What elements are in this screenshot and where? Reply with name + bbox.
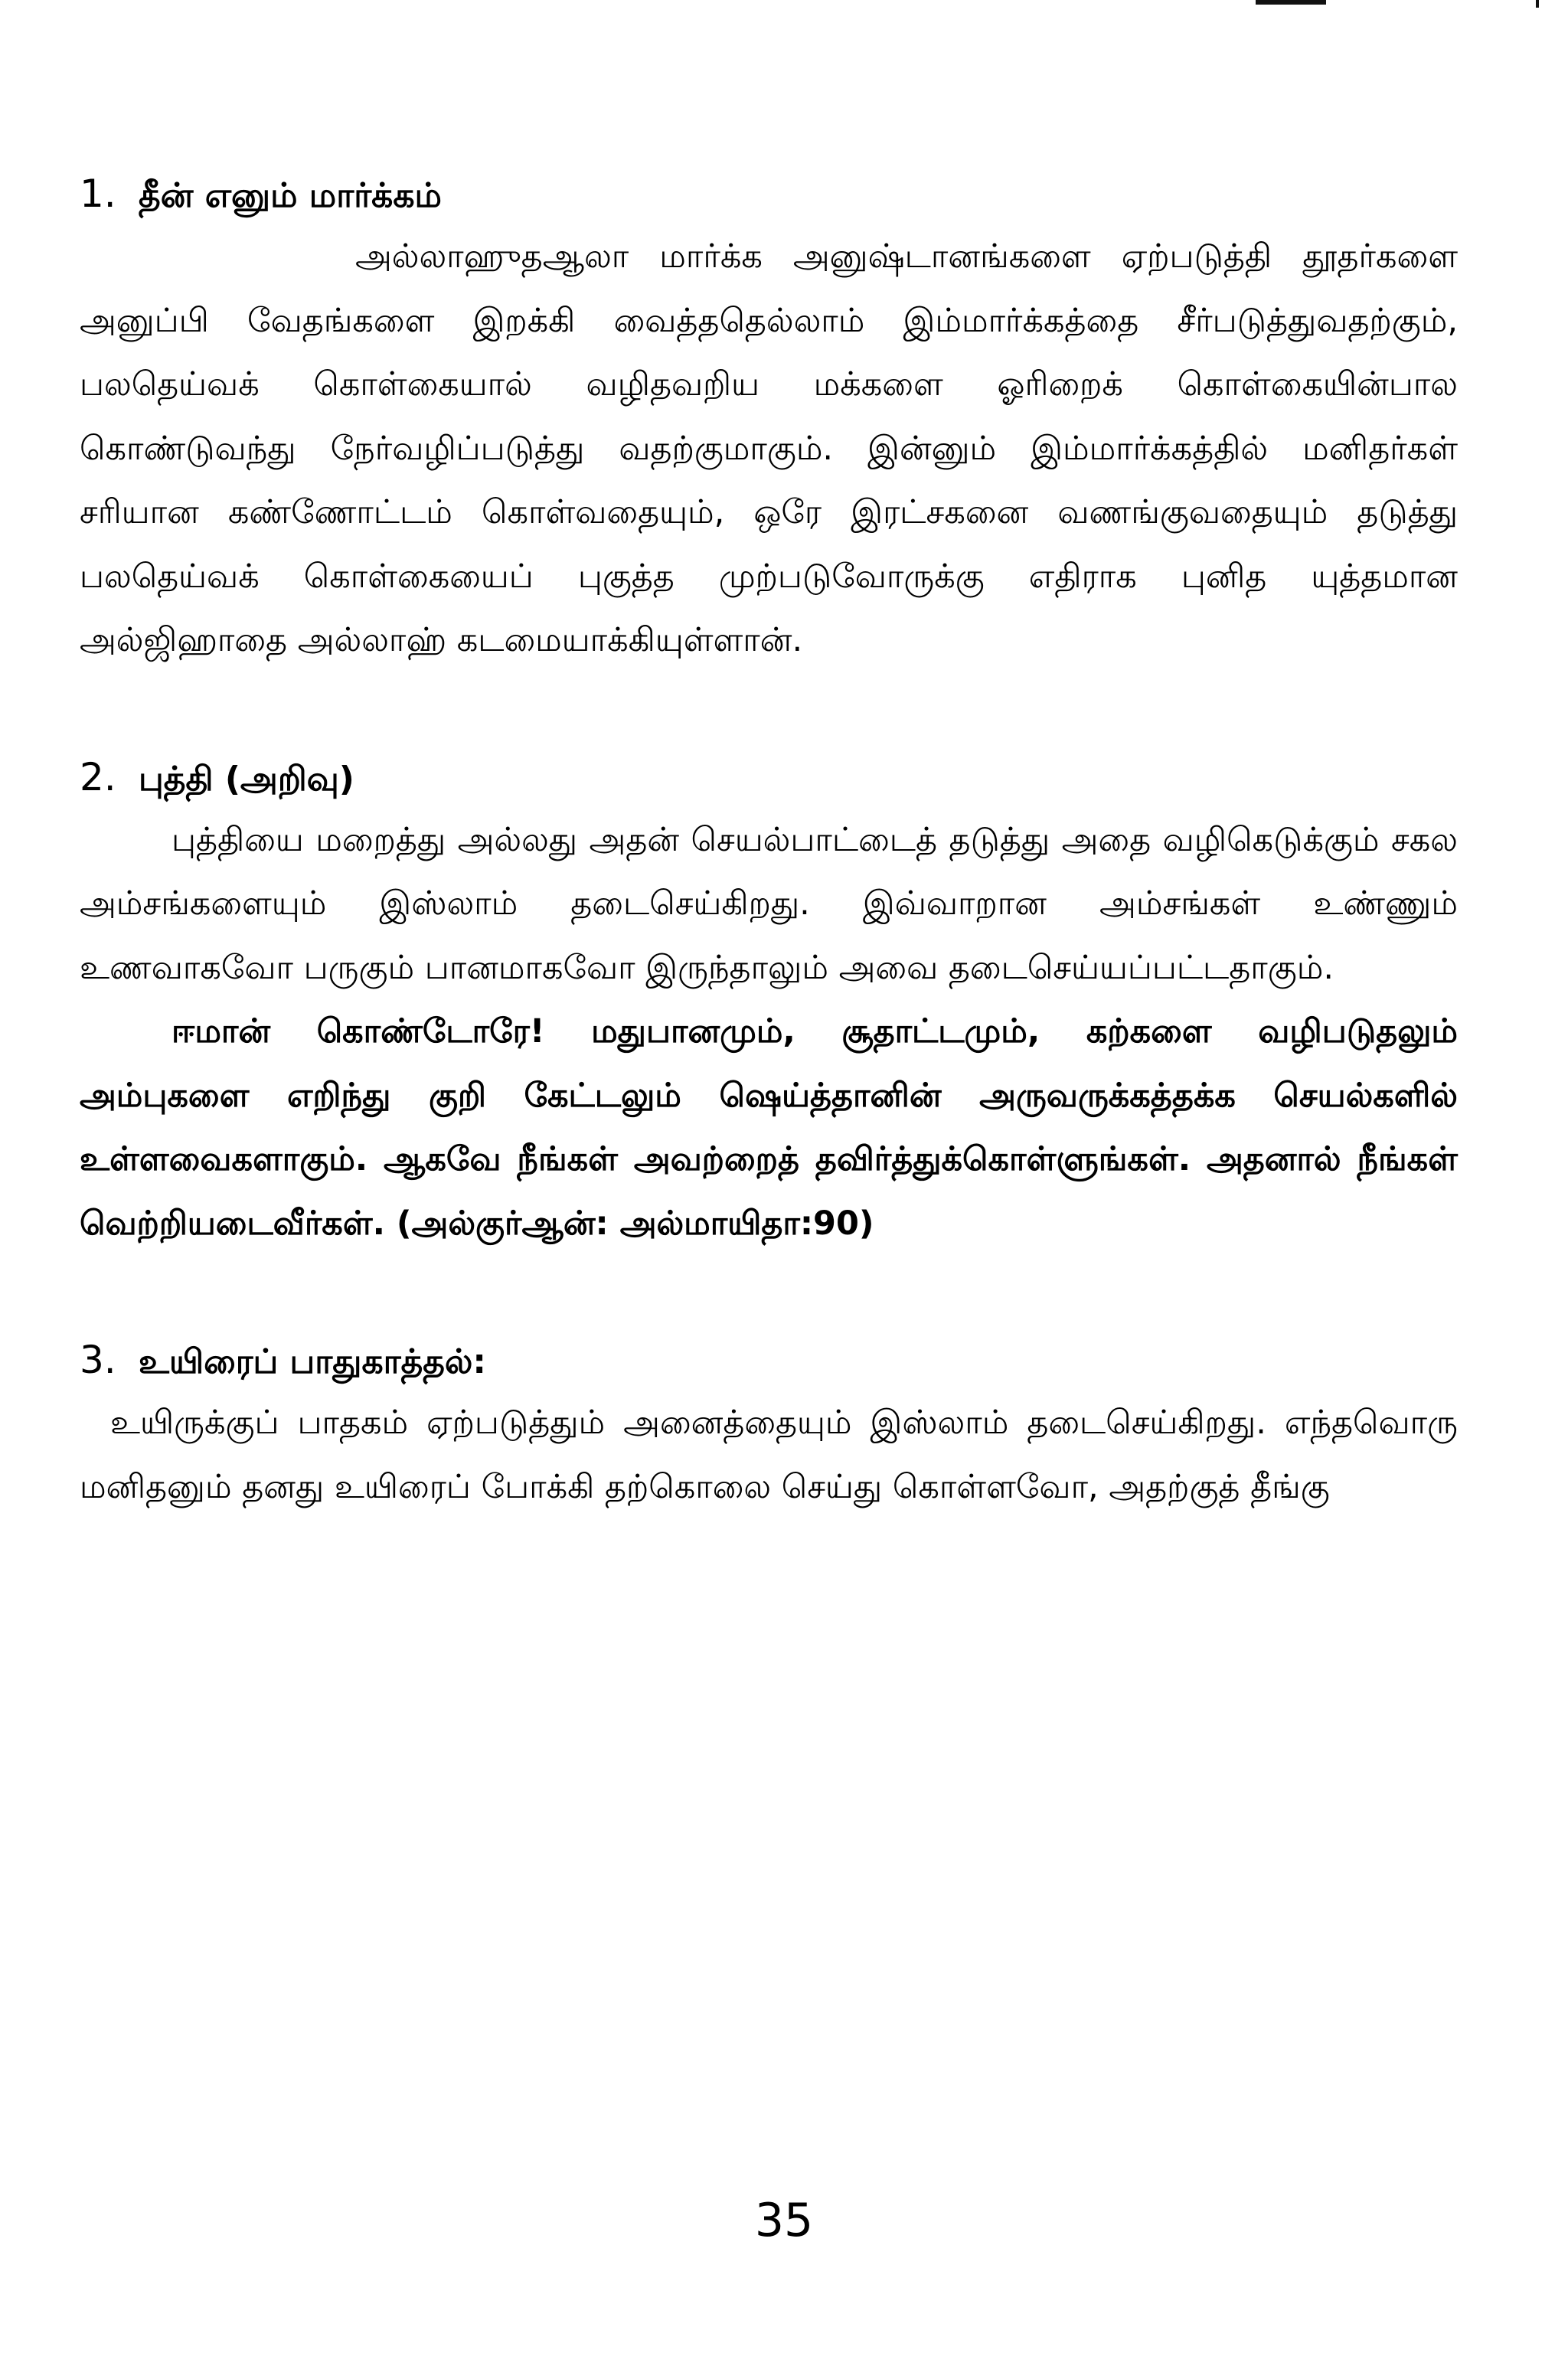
section-title: புத்தி (அறிவு) <box>139 759 354 799</box>
section-heading <box>80 165 1458 225</box>
section-number: 1. <box>80 172 116 216</box>
section-heading <box>80 748 1458 809</box>
section-paragraph: அல்லாஹுதஆலா மார்க்க அனுஷ்டானங்களை ஏற்படுத்தி தூதர்களை அனுப்பி வேதங்களை இறக்கி வைத்ததெல்லாம் இம்மார்க்கத்தை சீர்படுத்துவதற்கும், பலதெய்வக் கொள்கையால் வழிதவறிய மக்களை ஓரிறைக் கொள்கையின்பால கொண்டுவந்து நேர்வழிப்படுத்து வதற்குமாகும். இன்னும் இம்மார்க்கத்தில் மனிதர்கள் சரியான கண்ணோட்டம் கொள்வதையும், ஒரே இரட்சகனை வணங்குவதையும் தடுத்து பலதெய்வக் கொள்கையைப் புகுத்த முற்படுவோருக்கு எதிராக புனித யுத்தமான அல்ஜிஹாதை அல்லாஹ் கடமையாக்கியுள்ளான். <box>80 237 1458 659</box>
section-title: உயிரைப் பாதுகாத்தல்: <box>139 1342 487 1381</box>
section-title: தீன் எனும் மார்க்கம் <box>139 176 442 215</box>
section-deen <box>80 165 1458 673</box>
page-content <box>80 165 1458 1594</box>
section-paragraph: உயிருக்குப் பாதகம் ஏற்படுத்தும் அனைத்தையும் இஸ்லாம் தடைசெய்கிறது. எந்தவொரு மனிதனும் தனது உயிரைப் போக்கி தற்கொலை செய்து கொள்ளவோ, அதற்குத் தீங்கு <box>80 1404 1458 1506</box>
page-number: 35 <box>754 2194 814 2247</box>
section-number: 2. <box>80 754 116 799</box>
section-life <box>80 1331 1458 1519</box>
section-number: 3. <box>80 1338 116 1382</box>
section-intellect <box>80 748 1458 1257</box>
section-paragraph: புத்தியை மறைத்து அல்லது அதன் செயல்பாட்டைத் தடுத்து அதை வழிகெடுக்கும் சகல அம்சங்களையும் இஸ்லாம் தடைசெய்கிறது. இவ்வாறான அம்சங்கள் உண்ணும் உணவாகவோ பருகும் பானமாகவோ இருந்தாலும் அவை தடைசெய்யப்பட்டதாகும். <box>80 820 1458 987</box>
section-heading <box>80 1331 1458 1391</box>
top-rule <box>1256 0 1326 5</box>
quran-quote: ஈமான் கொண்டோரே! மதுபானமும், சூதாட்டமும், கற்களை வழிபடுதலும் அம்புகளை எறிந்து குறி கேட்டலும் ஷெய்த்தானின் அருவருக்கத்தக்க செயல்களில் உள்ளவைகளாகும். ஆகவே நீங்கள் அவற்றைத் தவிர்த்துக்கொள்ளுங்கள். அதனால் நீங்கள் வெற்றியடைவீர்கள். (அல்குர்ஆன்: அல்மாயிதா:90) <box>80 1012 1458 1243</box>
top-mark <box>1536 0 1539 8</box>
